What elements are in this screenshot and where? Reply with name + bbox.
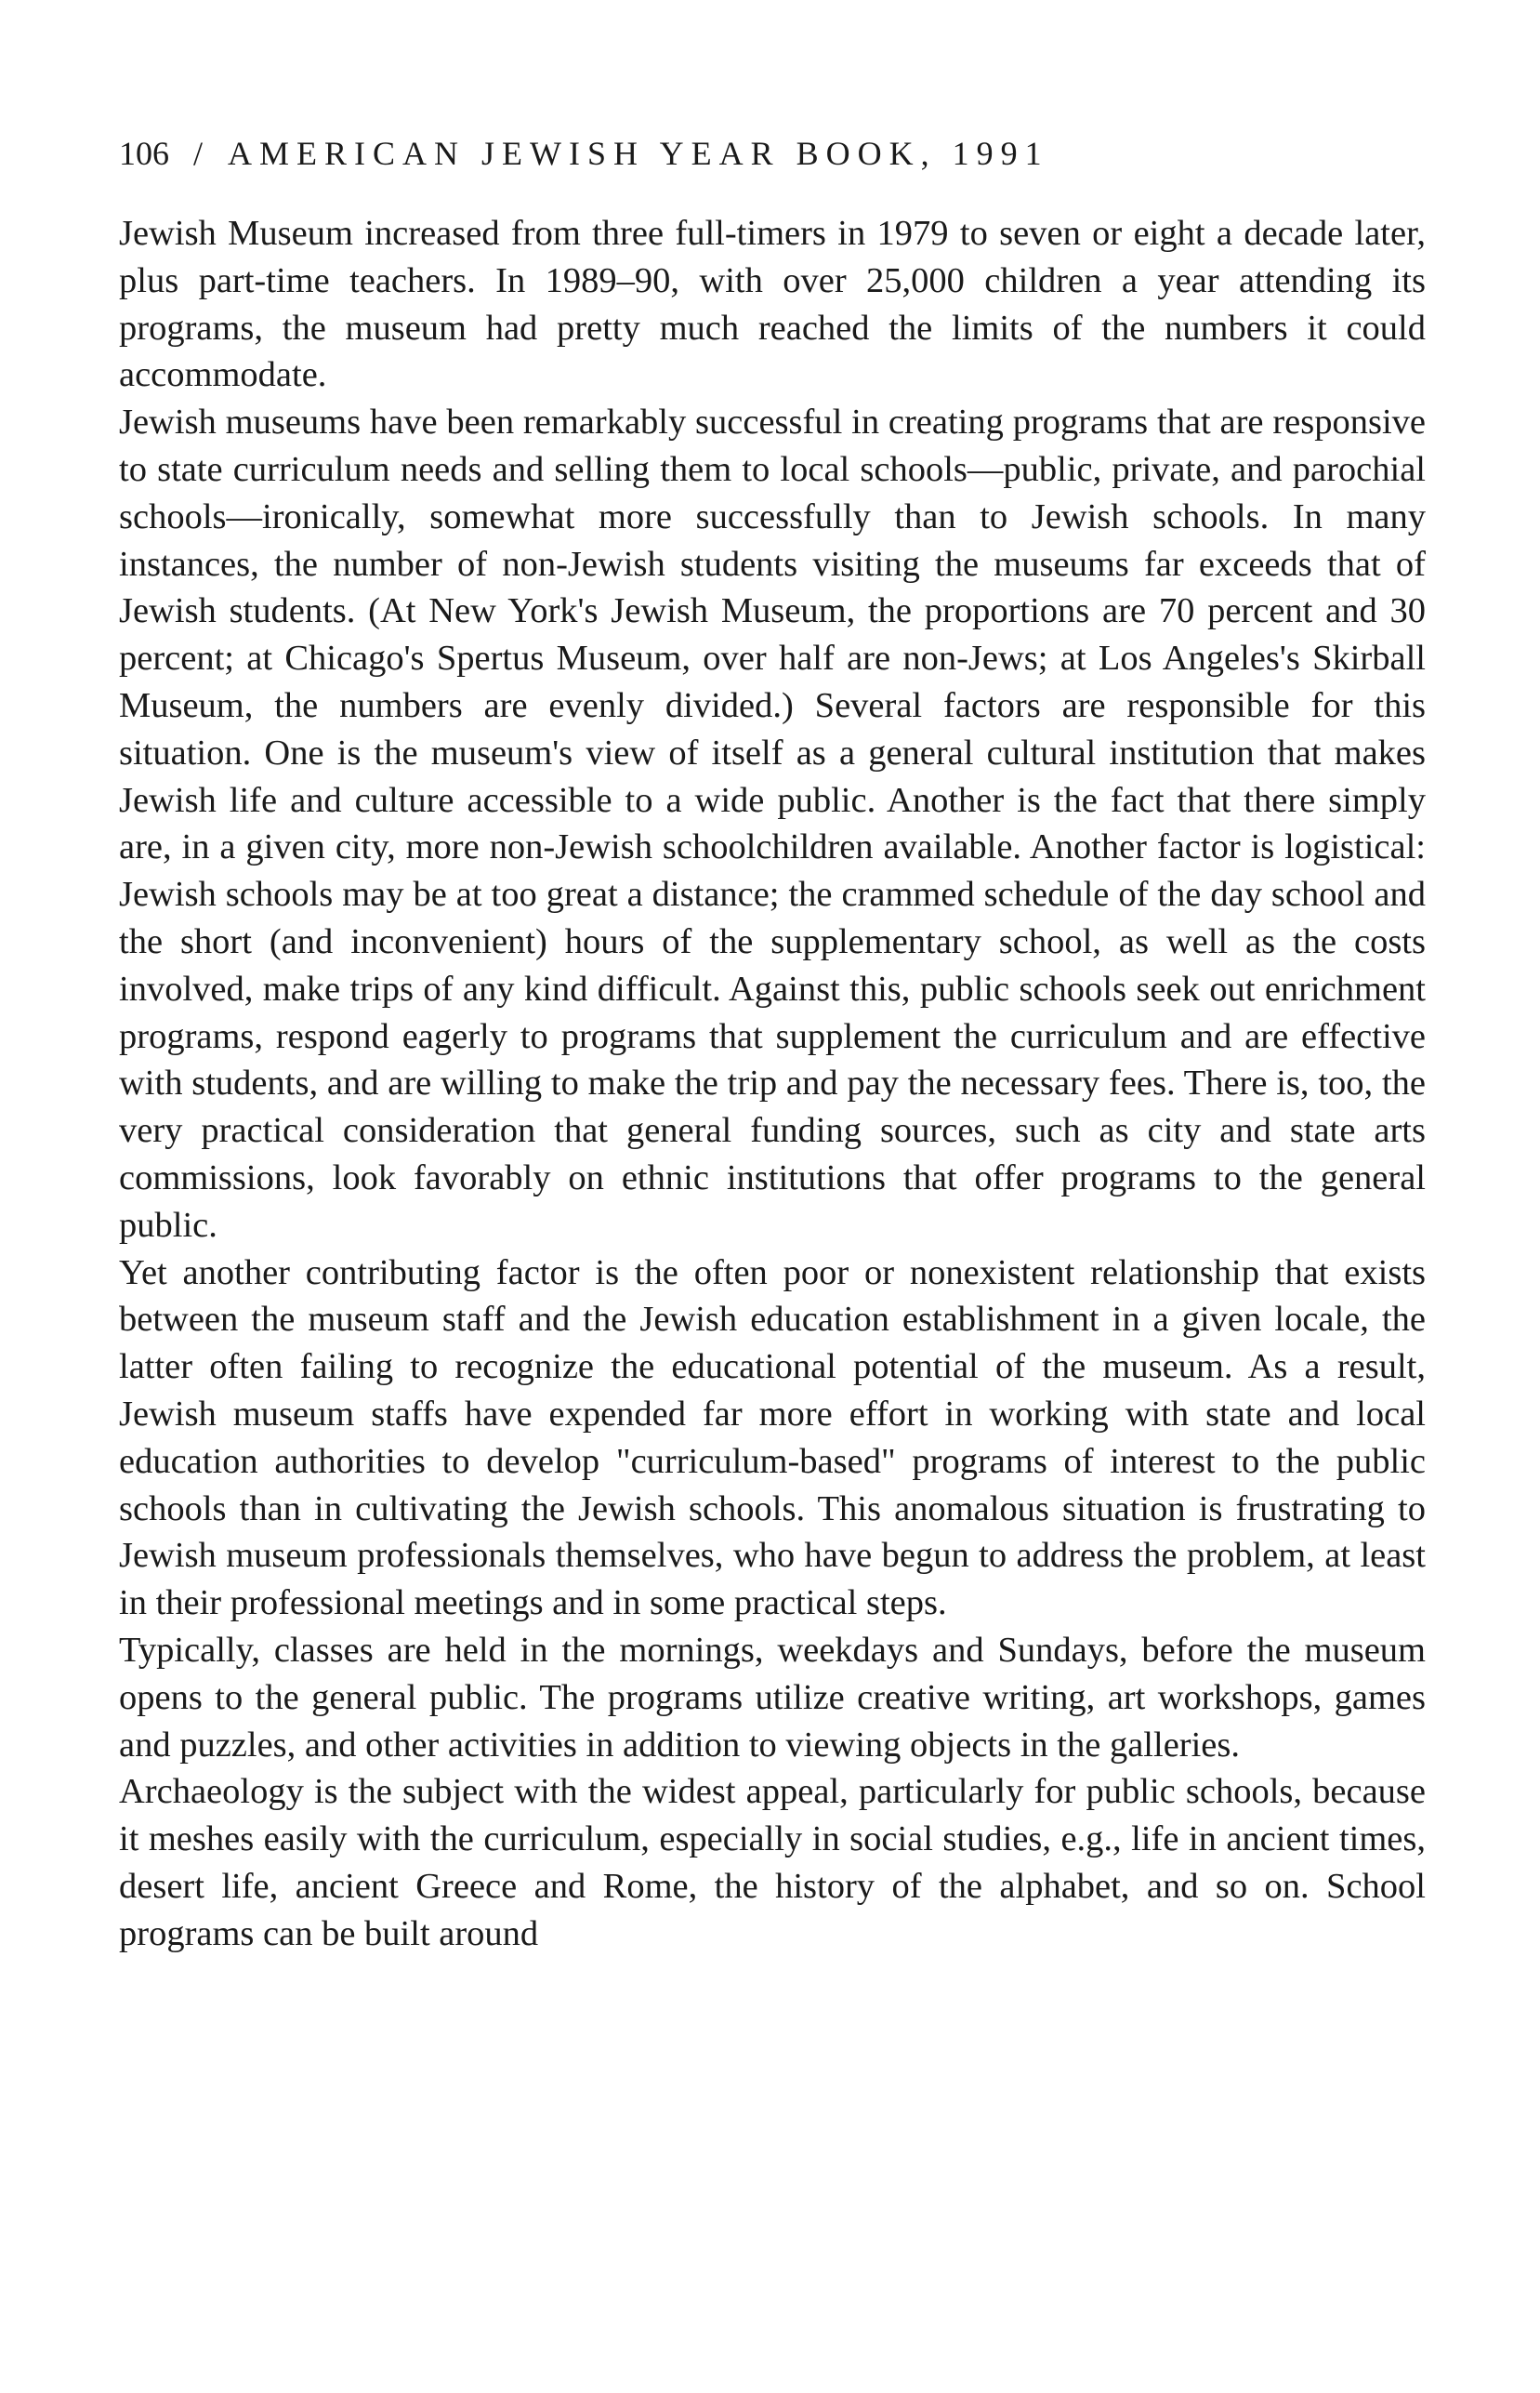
paragraph: Yet another contributing factor is the often poor or nonexistent relationship that exists between the museum staff and the Jewish education establishment in a given locale, the latter often failing to recognize the educational potential of the museum. As a result, Jewish museum staffs have expended far more effort in working with state and local education authorities to develop "curriculum-based" programs of interest to the public schools than in cultivating the Jewish schools. This anomalous situation is frustrating to Jewish museum professionals themselves, who have begun to address the problem, at least in their professional meetings and in some practical steps. bbox=[119, 1252, 1426, 1623]
paragraph: Jewish museums have been remarkably successful in creating programs that are responsive to state curriculum needs and selling them to local schools—public, private, and parochial schools—ironically, somewhat more successfully than to Jewish schools. In many instances, the number of non-Jewish students visiting the museums far exceeds that of Jewish students. (At New York's Jewish Museum, the proportions are 70 percent and 30 percent; at Chicago's Spertus Museum, over half are non-Jews; at Los Angeles's Skirball Museum, the numbers are evenly divided.) Several factors are responsible for this situation. One is the museum's view of itself as a general cultural institution that makes Jewish life and culture accessible to a wide public. Another is the fact that there simply are, in a given city, more non-Jewish schoolchildren available. Another factor is logistical: Jewish schools may be at too great a distance; the crammed schedule of the day school and the short (and inconvenient) hours of the supplementary school, as well as the costs involved, make trips of any kind difficult. Against this, public schools seek out enrichment programs, respond eagerly to programs that supplement the curriculum and are effective with students, and are willing to make the trip and pay the necessary fees. There is, too, the very practical consideration that general funding sources, such as city and state arts commissions, look favorably on ethnic institutions that offer programs to the general public. bbox=[119, 403, 1426, 1245]
body-text bbox=[119, 210, 1426, 1957]
running-head-separator: / bbox=[193, 135, 204, 172]
paragraph-continued: Jewish Museum increased from three full-timers in 1979 to seven or eight a decade later, plus part-time teachers. In 1989–90, with over 25,000 children a year attending its programs, the museum had pretty much reached the limits of the numbers it could accommodate. bbox=[119, 214, 1426, 395]
page-number: 106 bbox=[119, 135, 169, 172]
book-page bbox=[119, 130, 1426, 1957]
book-title: AMERICAN JEWISH YEAR BOOK, 1991 bbox=[228, 135, 1049, 172]
paragraph: Archaeology is the subject with the widest appeal, particularly for public schools, because it meshes easily with the curriculum, especially in social studies, e.g., life in ancient times, desert life, ancient Greece and Rome, the history of the alphabet, and so on. School programs can be built around bbox=[119, 1772, 1426, 1953]
paragraph: Typically, classes are held in the mornings, weekdays and Sundays, before the museum opens to the general public. The programs utilize creative writing, art workshops, games and puzzles, and other activities in addition to viewing objects in the galleries. bbox=[119, 1630, 1426, 1765]
running-head bbox=[119, 130, 1426, 177]
